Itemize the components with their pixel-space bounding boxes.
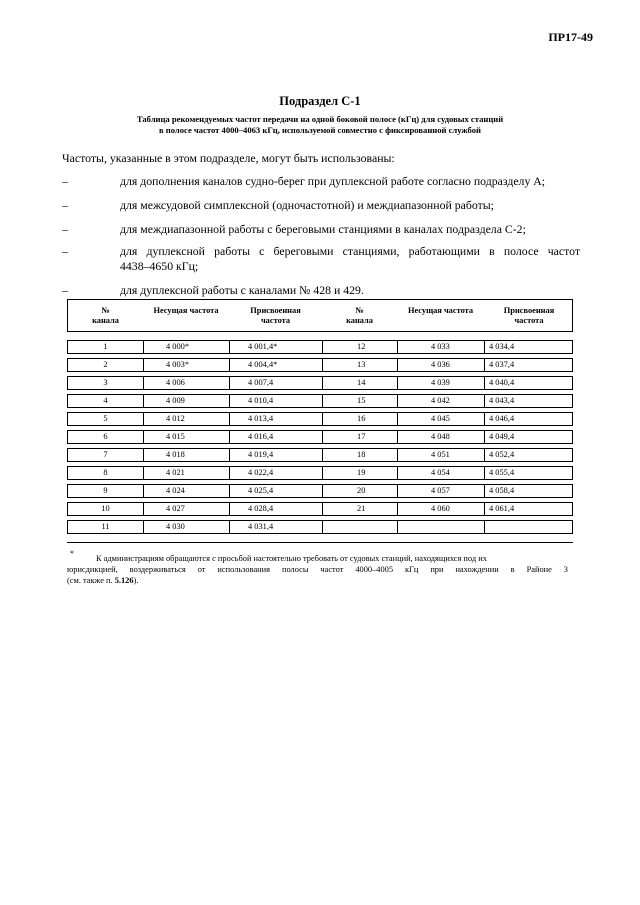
cell-carrier: 4 024	[143, 485, 229, 497]
cell-carrier: 4 060	[397, 503, 484, 515]
bullet-text: 4438–4650 кГц;	[120, 259, 199, 273]
cell-channel: 17	[322, 431, 397, 443]
header-text: частота	[260, 316, 291, 325]
cell-assigned: 4 040,4	[484, 377, 574, 389]
header-text: Присвоенная	[250, 306, 301, 315]
footnote-line-1: К администрациям обращаются с просьбой настоятельно требовать от судовых станций, находящихся под их	[96, 554, 487, 563]
cell-channel: 9	[103, 486, 108, 495]
cell-channel: 3	[103, 378, 108, 387]
table-row	[67, 520, 573, 534]
cell-carrier: 4 057	[397, 485, 484, 497]
section-title: Подраздел C-1	[279, 94, 361, 108]
bullet-dash: –	[62, 174, 68, 188]
header-text: канала	[346, 316, 373, 325]
cell-carrier: 4 015	[143, 431, 229, 443]
header-text: канала	[92, 316, 119, 325]
header-carrier-frequency	[143, 306, 229, 316]
bullet-dash: –	[62, 283, 68, 297]
cell-carrier: 4 033	[397, 341, 484, 353]
cell-carrier: 4 012	[143, 413, 229, 425]
table-row	[67, 412, 573, 426]
bullet-dash: –	[62, 244, 68, 258]
cell-channel: 14	[322, 377, 397, 389]
footnote-text: (см. также п.	[67, 576, 115, 585]
cell-assigned: 4 055,4	[484, 467, 574, 479]
cell-carrier: 4 054	[397, 467, 484, 479]
cell-carrier: 4 000*	[143, 341, 229, 353]
cell-carrier: 4 021	[143, 467, 229, 479]
header-assigned-frequency	[229, 306, 322, 326]
table-row	[67, 466, 573, 480]
cell-assigned	[484, 521, 574, 533]
cell-channel: 1	[103, 342, 108, 351]
cell-channel: 8	[103, 468, 108, 477]
table-row	[67, 358, 573, 372]
cell-channel: 11	[101, 522, 110, 531]
cell-channel: 13	[322, 359, 397, 371]
cell-carrier: 4 048	[397, 431, 484, 443]
header-text: Несущая частота	[153, 306, 219, 315]
header-carrier-frequency	[397, 306, 484, 316]
cell-carrier: 4 030	[143, 521, 229, 533]
cell-assigned: 4 022,4	[229, 467, 322, 479]
cell-carrier: 4 006	[143, 377, 229, 389]
footnote-mark: *	[70, 549, 74, 558]
cell-assigned: 4 028,4	[229, 503, 322, 515]
cell-channel: 12	[322, 341, 397, 353]
cell-assigned: 4 025,4	[229, 485, 322, 497]
footnote-reference: 5.126	[114, 576, 134, 585]
cell-assigned: 4 031,4	[229, 521, 322, 533]
footnote-line-2: юрисдикцией, воздерживаться от использования полосы частот 4000–4005 кГц при нахождении в Районе 3	[67, 565, 568, 574]
cell-channel: 19	[322, 467, 397, 479]
bullet-text: для междиапазонной работы с береговыми станциями в каналах подраздела C-2;	[120, 222, 526, 236]
header-assigned-frequency	[484, 306, 574, 326]
table-row	[67, 448, 573, 462]
bullet-text: для дуплексной работы с каналами № 428 и 429.	[120, 283, 364, 297]
cell-carrier: 4 009	[143, 395, 229, 407]
cell-carrier: 4 051	[397, 449, 484, 461]
header-text: №	[101, 306, 110, 315]
table-row	[67, 502, 573, 516]
cell-channel: 6	[103, 432, 108, 441]
cell-channel: 2	[103, 360, 108, 369]
cell-assigned: 4 016,4	[229, 431, 322, 443]
cell-channel: 18	[322, 449, 397, 461]
cell-channel: 7	[103, 450, 108, 459]
cell-assigned: 4 043,4	[484, 395, 574, 407]
table-row	[67, 376, 573, 390]
cell-assigned: 4 052,4	[484, 449, 574, 461]
table-row	[67, 394, 573, 408]
caption-line-2: в полосе частот 4000–4063 кГц, используемой совместно с фиксированной службой	[159, 125, 481, 135]
cell-channel: 4	[103, 396, 108, 405]
cell-carrier	[397, 521, 484, 533]
cell-carrier: 4 018	[143, 449, 229, 461]
cell-assigned: 4 013,4	[229, 413, 322, 425]
footnote-divider	[67, 542, 573, 543]
bullet-dash: –	[62, 198, 68, 212]
cell-assigned: 4 046,4	[484, 413, 574, 425]
header-text: Несущая частота	[407, 306, 474, 315]
header-channel-no	[68, 306, 143, 326]
header-text: №	[355, 306, 364, 315]
table-header	[67, 299, 573, 332]
cell-channel: 10	[101, 504, 110, 513]
footnote-line-3	[67, 575, 138, 586]
cell-channel: 16	[322, 413, 397, 425]
table-row	[67, 340, 573, 354]
cell-channel: 21	[322, 503, 397, 515]
bullet-text: для дополнения каналов судно-берег при дуплексной работе согласно подразделу A;	[120, 174, 546, 188]
header-text: Присвоенная	[503, 306, 555, 315]
bullet-text: для межсудовой симплексной (одночастотной) и междиапазонной работы;	[120, 198, 494, 212]
cell-assigned: 4 004,4*	[229, 359, 322, 371]
table-row	[67, 484, 573, 498]
cell-channel	[322, 521, 397, 533]
bullet-dash: –	[62, 222, 68, 236]
page-id: ПР17-49	[548, 30, 593, 44]
cell-carrier: 4 027	[143, 503, 229, 515]
cell-carrier: 4 003*	[143, 359, 229, 371]
cell-assigned: 4 037,4	[484, 359, 574, 371]
header-channel-no	[322, 306, 397, 326]
cell-carrier: 4 045	[397, 413, 484, 425]
cell-assigned: 4 001,4*	[229, 341, 322, 353]
cell-assigned: 4 058,4	[484, 485, 574, 497]
cell-assigned: 4 007,4	[229, 377, 322, 389]
caption-line-1: Таблица рекомендуемых частот передачи на одной боковой полосе (кГц) для судовых станций	[136, 114, 504, 124]
cell-assigned: 4 034,4	[484, 341, 574, 353]
table-caption	[100, 114, 540, 136]
header-text: частота	[514, 316, 544, 325]
cell-carrier: 4 039	[397, 377, 484, 389]
cell-assigned: 4 061,4	[484, 503, 574, 515]
intro-text: Частоты, указанные в этом подразделе, могут быть использованы:	[62, 151, 395, 165]
cell-carrier: 4 042	[397, 395, 484, 407]
bullet-text: для дуплексной работы с береговыми станциями, работающими в полосе частот	[120, 244, 580, 258]
cell-channel: 5	[103, 414, 108, 423]
cell-assigned: 4 010,4	[229, 395, 322, 407]
table-row	[67, 430, 573, 444]
footnote-text: ).	[133, 576, 139, 585]
cell-channel: 15	[322, 395, 397, 407]
cell-assigned: 4 049,4	[484, 431, 574, 443]
cell-carrier: 4 036	[397, 359, 484, 371]
cell-assigned: 4 019,4	[229, 449, 322, 461]
cell-channel: 20	[322, 485, 397, 497]
